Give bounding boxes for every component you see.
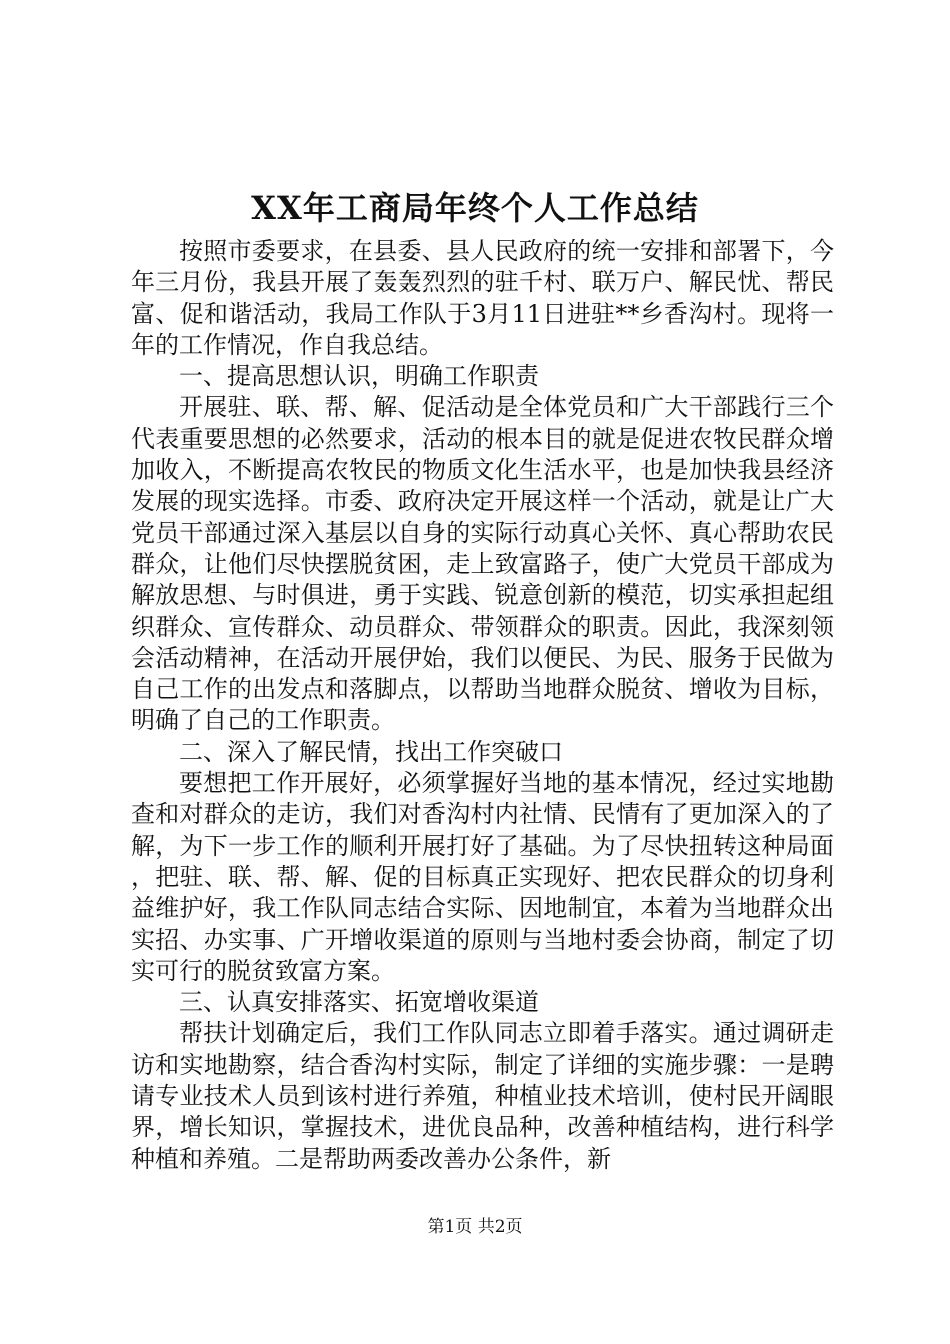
- section-heading-3: 三、认真安排落实、拓宽增收渠道: [179, 988, 539, 1017]
- document-title: XX年工商局年终个人工作总结: [251, 189, 699, 227]
- page-footer: 第1页 共2页: [427, 1217, 523, 1237]
- section-heading-1: 一、提高思想认识，明确工作职责: [179, 362, 539, 391]
- paragraph-section-3: 帮扶计划确定后，我们工作队同志立即着手落实。通过调研走访和实地勘察，结合香沟村实际，制定了详细的实施步骤：一是聘请专业技术人员到该村进行养殖，种植业技术培训，使村民开阔眼界，增长知识，掌握技术，进优良品种，改善种植结构，进行科学种植和养殖。二是帮助两委改善办公条件，新: [131, 1019, 834, 1173]
- paragraph-section-1: 开展驻、联、帮、解、促活动是全体党员和广大干部践行三个代表重要思想的必然要求，活动的根本目的就是促进农牧民群众增加收入，不断提高农牧民的物质文化生活水平，也是加快我县经济发展的现实选择。市委、政府决定开展这样一个活动，就是让广大党员干部通过深入基层以自身的实际行动真心关怀、真心帮助农民群众，让他们尽快摆脱贫困，走上致富路子，使广大党员干部成为解放思想、与时俱进，勇于实践、锐意创新的模范，切实承担起组织群众、宣传群众、动员群众、带领群众的职责。因此，我深刻领会活动精神，在活动开展伊始，我们以便民、为民、服务于民做为自己工作的出发点和落脚点，以帮助当地群众脱贫、增收为目标，明确了自己的工作职责。: [131, 393, 834, 735]
- paragraph-intro: 按照市委要求，在县委、县人民政府的统一安排和部署下，今年三月份，我县开展了轰轰烈烈的驻千村、联万户、解民忧、帮民富、促和谐活动，我局工作队于3月11日进驻**乡香沟村。现将一年的工作情况，作自我总结。: [131, 237, 834, 359]
- paragraph-section-2: 要想把工作开展好，必须掌握好当地的基本情况，经过实地勘查和对群众的走访，我们对香沟村内社情、民情有了更加深入的了解，为下一步工作的顺利开展打好了基础。为了尽快扭转这种局面，把驻、联、帮、解、促的目标真正实现好、把农民群众的切身利益维护好，我工作队同志结合实际、因地制宜，本着为当地群众出实招、办实事、广开增收渠道的原则与当地村委会协商，制定了切实可行的脱贫致富方案。: [131, 769, 834, 985]
- section-heading-2: 二、深入了解民情，找出工作突破口: [179, 737, 563, 766]
- document-body: [131, 236, 834, 1175]
